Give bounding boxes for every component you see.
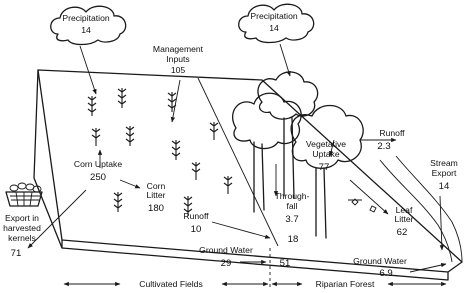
corn-uptake-value: 250 (89, 172, 107, 183)
basket-weave (10, 192, 40, 206)
throughfall-value: 3.7 (285, 214, 299, 225)
stream-export-line1: Stream (430, 158, 458, 168)
tree-crown (233, 93, 302, 148)
management-line1: Management (152, 44, 204, 54)
ground-water-field-label: Ground Water (199, 245, 253, 255)
management-line2: Inputs (166, 54, 190, 64)
corn-plant (88, 96, 96, 116)
ground-water-field-value: 29 (220, 258, 232, 269)
corn-litter-value: 180 (147, 203, 165, 214)
vegetative-value: 77 (318, 162, 330, 173)
corn-plant (224, 176, 232, 194)
runoff-forest-value: 2.3 (377, 141, 391, 152)
leaf-litter-line2: Litter (394, 214, 414, 224)
stream-export-value: 14 (438, 181, 450, 192)
vegetative-line2: Uptake (312, 149, 340, 159)
corn-plant (210, 122, 218, 140)
corn-plant (92, 128, 100, 146)
runoff-field-value: 10 (190, 224, 202, 235)
falling-leaves (348, 199, 376, 212)
field-surface-outline (38, 70, 462, 272)
management-value: 105 (170, 65, 186, 75)
precip-right-value: 14 (269, 23, 279, 33)
arrow-corn-litter (120, 180, 140, 188)
ground-water-forest-value: 6.9 (379, 268, 393, 279)
leaf-icon (348, 199, 362, 205)
zone-cultivated-label: Cultivated Fields (139, 279, 203, 289)
stream-export-line2: Export (431, 168, 457, 178)
throughfall-line2: fall (286, 201, 298, 211)
vegetative-line1: Vegetative (305, 139, 347, 149)
leaf-litter-line1: Leaf (395, 205, 413, 215)
precip-left-label: Precipitation (62, 13, 110, 23)
leaf-icon (370, 206, 376, 212)
export-value: 71 (10, 248, 22, 259)
export-line3: kernels (8, 233, 36, 243)
arrow-leaf-litter (350, 180, 388, 214)
flow-arrows (28, 44, 446, 272)
tree-trunk (316, 168, 326, 238)
arrow-precip-field (80, 46, 96, 94)
runoff-to-forest-value: 18 (287, 234, 299, 245)
harvest-basket (6, 183, 42, 206)
corn-plant (126, 126, 134, 146)
leaf-litter-value: 62 (396, 227, 408, 238)
ground-water-forest-label: Ground Water (353, 256, 407, 266)
arrow-precip-forest (280, 44, 290, 76)
export-line2: harvested (3, 223, 41, 233)
runoff-forest-label: Runoff (379, 128, 405, 138)
throughfall-line1: Through- (274, 191, 310, 201)
tree-crown (258, 72, 318, 119)
corn-plant (118, 88, 126, 108)
arrow-runoff-field (212, 222, 270, 238)
precip-left-value: 14 (81, 25, 91, 35)
tree-trunk (284, 118, 294, 198)
corn-litter-line2: Litter (146, 190, 166, 200)
corn-plant (192, 162, 200, 180)
labels (3, 11, 458, 289)
corn-plant (114, 192, 122, 212)
tree-trunk (254, 142, 264, 212)
field-forest-boundary (198, 78, 278, 246)
precip-right-label: Precipitation (250, 11, 298, 21)
corn-plant (172, 140, 180, 160)
ground-water-to-forest-value: 51 (279, 258, 291, 269)
corn-uptake-label: Corn Uptake (73, 159, 123, 169)
runoff-field-label: Runoff (183, 211, 209, 221)
corn-litter-line1: Corn (146, 181, 166, 191)
export-line1: Export in (5, 213, 39, 223)
zone-riparian-label: Riparian Forest (315, 279, 375, 289)
